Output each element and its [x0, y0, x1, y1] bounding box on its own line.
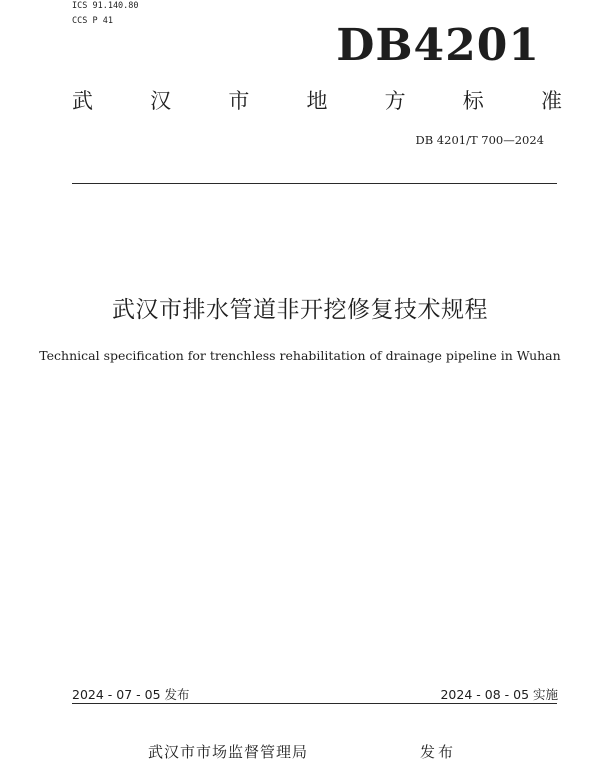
standard-type-char: 方	[384, 89, 406, 113]
title-english: Technical specification for trenchless rehabilitation of drainage pipeline in Wuhan	[39, 348, 561, 363]
standard-type	[72, 86, 562, 116]
ccs-code: CCS P 41	[72, 16, 113, 26]
standard-type-char: 地	[306, 89, 328, 113]
standard-type-char: 武	[72, 89, 93, 113]
title-chinese: 武汉市排水管道非开挖修复技术规程	[112, 297, 488, 323]
issued-label: 发布	[420, 743, 457, 761]
standard-code: DB4201	[336, 20, 540, 71]
issue-date: 2024 - 07 - 05 发布	[72, 687, 190, 702]
top-divider	[72, 183, 557, 184]
standard-type-char: 市	[228, 89, 250, 113]
standard-type-char: 汉	[150, 89, 172, 113]
ics-code: ICS 91.140.80	[72, 1, 139, 11]
standard-type-char: 标	[462, 89, 484, 113]
implementation-date: 2024 - 08 - 05 实施	[440, 687, 558, 702]
document-number: DB 4201/T 700—2024	[415, 133, 544, 147]
bottom-divider	[72, 703, 557, 704]
standard-type-char: 准	[540, 89, 562, 113]
issuing-authority: 武汉市市场监督管理局	[148, 743, 309, 761]
